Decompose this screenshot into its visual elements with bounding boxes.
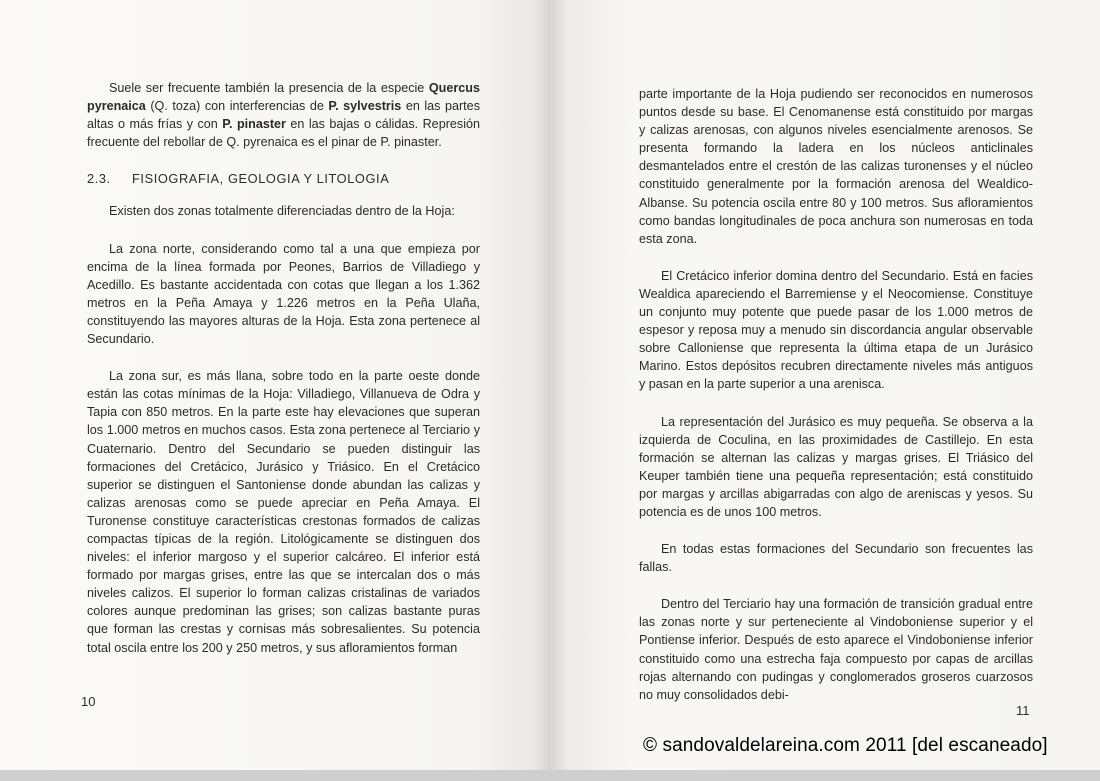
paragraph-south-zone: La zona sur, es más llana, sobre todo en la parte oeste donde están las cotas mínimas de la Hoja: Villadiego, Villanueva de Odra y Tapia con 850 metros. En la parte este hay elevaciones que superan los 1.000 metros en muchos casos. Esta zona pertenece al Terciario y Cuaternario. Dentro del Secundario se pueden distinguir las formaciones del Cretácico, Jurásico y Triásico. En el Cretácico superior se distinguen el Santoniense donde abundan las calizas y calizas arenosas como se puede apreciar en Peña Amaya. El Turonense constituye características crestonas formados de calizas compactas típicas de la región. Litológicamente se distinguen dos niveles: el inferior margoso y el superior calcáreo. El inferior está formado por margas grises, entre las que se intercalan dos o más niveles calizos. El superior lo forman calizas cristalinas de variados colores aunque predominan las grises; son calizas bastante puras que forman las crestas y cornisas más sobresalientes. Su potencia total oscila entre los 200 y 250 metros, y sus afloramientos forman (87, 369, 480, 655)
right-page (551, 0, 1100, 781)
paragraph-north-zone: La zona norte, considerando como tal a una que empieza por encima de la línea formada por Peones, Barrios de Villadiego y Acedillo. Es bastante accidentada con cotas que llegan a los 1.362 metros en la Peña Amaya y 1.226 metros en la Peña Ulaña, constituyendo las mayores alturas de la Hoja. Esta zona pertenece al Secundario. (87, 241, 480, 347)
paragraph-terciario: Dentro del Terciario hay una formación de transición gradual entre las zonas norte y sur perteneciente al Vindoboniense superior y el Pontiense inferior. Después de esto aparece el Vindoboniense inferior constituido como una estrecha faja compuesto por capas de arcillas rojas alternando con pudingas y conglomerados groseros cuarzosos no muy consolidados debi- (639, 597, 1033, 702)
paragraph-two-zones: Existen dos zonas totalmente diferenciadas dentro de la Hoja: (109, 204, 455, 219)
page-number-left: 10 (81, 694, 96, 709)
right-page-text (639, 85, 1033, 723)
paragraph-cenomanense: parte importante de la Hoja pudiendo ser reconocidos en numerosos puntos desde su base. El Cenomanense está constituido por margas y calizas arenosas, con algunos niveles esencialmente arenosos. Se presenta formando la ladera en los núcleos anticlinales desmantelados entre el crestón de las calizas turonenses y el núcleo constituido generalmente por la formación arenosa del Wealdico-Albanse. Su potencia oscila entre 80 y 100 metros. Sus afloramientos como bandas longitudinales de poca anchura son numerosas en toda esta zona. (639, 87, 1033, 246)
species-quercus: Quercus pyrenaica (87, 81, 480, 114)
paragraph-fallas: En todas estas formaciones del Secundario son frecuentes las fallas. (639, 542, 1033, 575)
section-number: 2.3. (87, 171, 111, 187)
paragraph-quercus: Suele ser frecuente también la presencia de la especie Quercus pyrenaica (Q. toza) con interferencias de P. sylvestris en las partes altas o más frías y con P. pinaster en las bajas o cálidas. Represión frecuente del rebollar de Q. pyrenaica es el pinar de P. pinaster. (87, 81, 480, 150)
section-title: FISIOGRAFIA, GEOLOGIA Y LITOLOGIA (132, 171, 390, 187)
page-number-right: 11 (1016, 703, 1030, 718)
left-page-text (87, 79, 480, 676)
paragraph-cretacico-inferior: El Cretácico inferior domina dentro del Secundario. Está en facies Wealdica apareciendo el Barremiense y el Neocomiense. Constituye un conjunto muy potente que puede pasar de los 1.000 metros de espesor y reposa muy a menudo sin discordancia angular observable sobre Calloniense que representa la última etapa de un Jurásico Marino. Estos depósitos recubren directamente niveles más antiguos y pasan en la parte superior a una arenisca. (639, 268, 1033, 392)
species-pinaster: P. pinaster (222, 117, 286, 132)
species-sylvestris: P. sylvestris (328, 99, 402, 114)
scan-bottom-edge (0, 770, 1100, 781)
section-heading (87, 170, 480, 188)
paragraph-jurasico: La representación del Jurásico es muy pequeña. Se observa a la izquierda de Coculina, en las proximidades de Castillejo. En esta formación se alternan las calizas y margas grises. El Triásico del Keuper también tiene una pequeña representación; está constituido por margas y arcillas abigarradas con algo de areniscas y yesos. Su potencia es de unos 100 metros. (639, 414, 1033, 519)
copyright-watermark: © sandovaldelareina.com 2011 [del escaneado] (643, 735, 1048, 756)
